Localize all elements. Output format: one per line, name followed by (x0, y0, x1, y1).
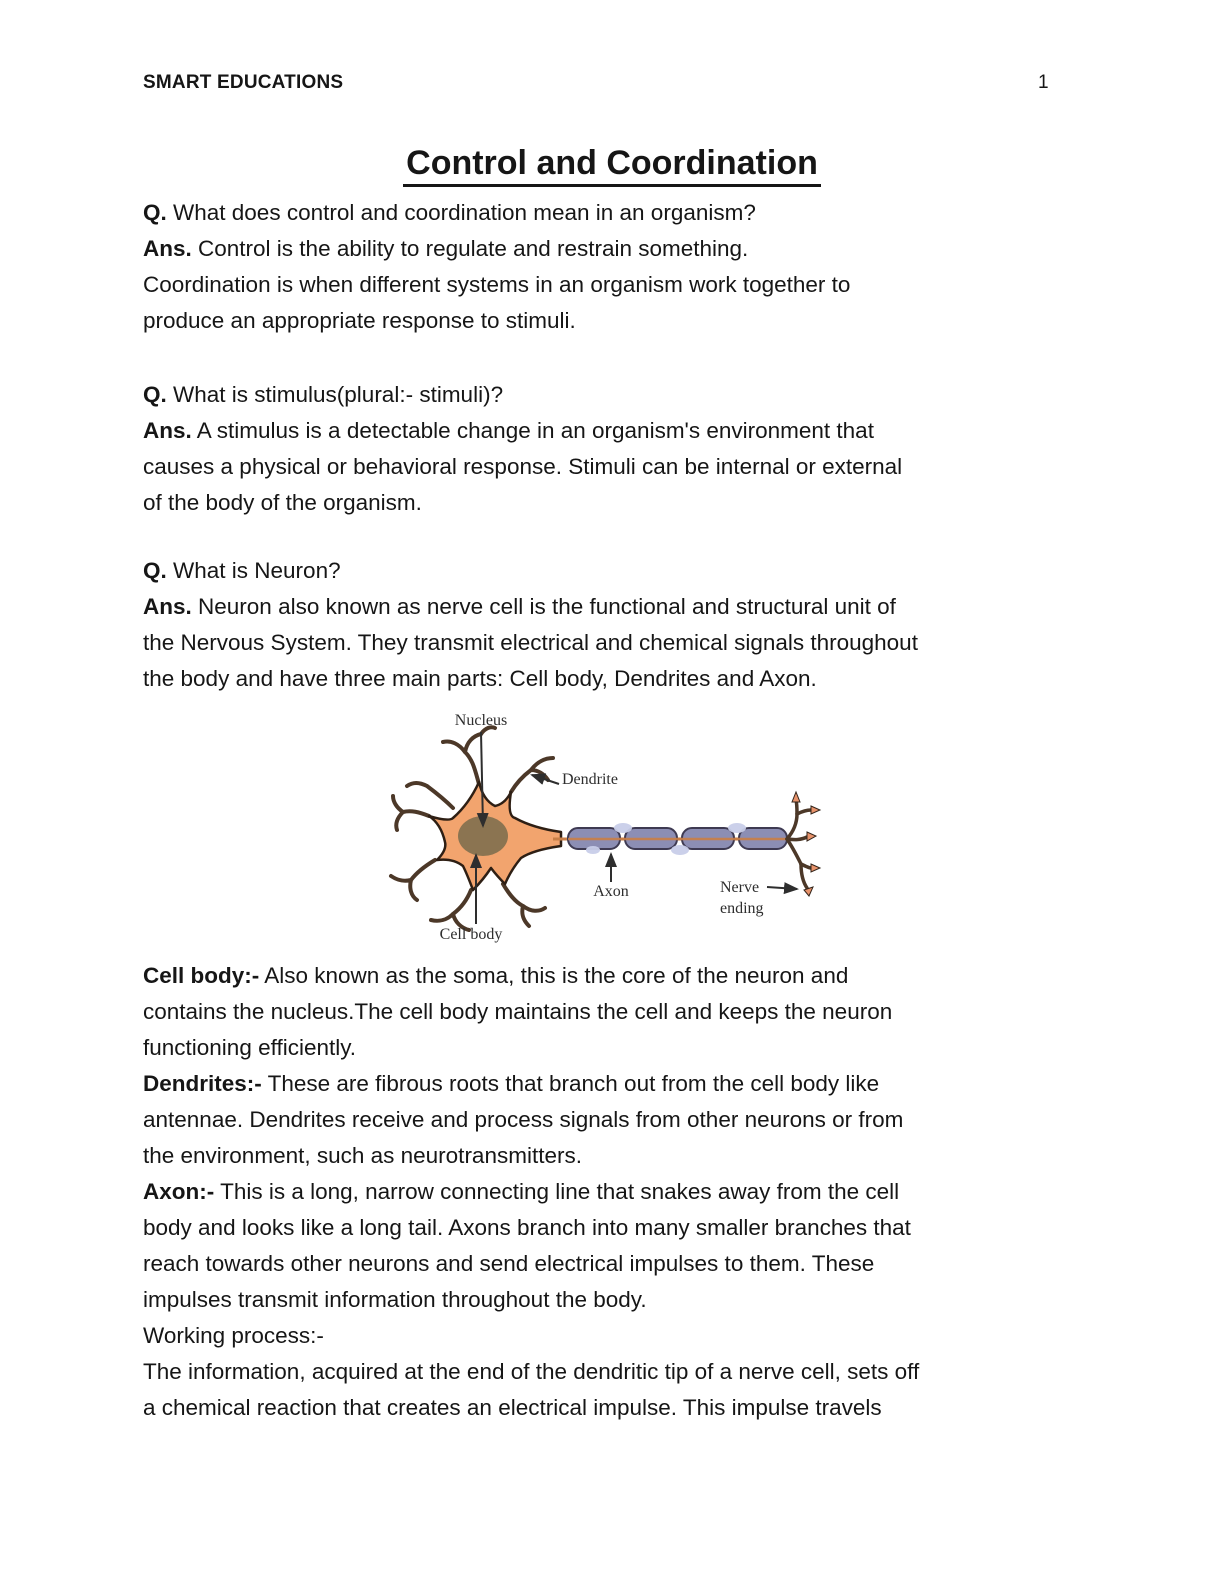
diagram-label-dendrite: Dendrite (562, 771, 618, 788)
text-line: the Nervous System. They transmit electrical and chemical signals throughout (143, 630, 918, 655)
qa-block-neuron (143, 553, 918, 697)
text-line: Cell body:- Also known as the soma, this is the core of the neuron and (143, 963, 849, 988)
diagram-label-cell-body: Cell body (439, 926, 503, 943)
text-line: reach towards other neurons and send electrical impulses to them. These (143, 1251, 875, 1276)
text-line: Axon:- This is a long, narrow connecting line that snakes away from the cell (143, 1179, 900, 1204)
text-line: The information, acquired at the end of the dendritic tip of a nerve cell, sets off (143, 1359, 920, 1384)
neuron-definitions-block (143, 958, 919, 1426)
text-line: Q. What is Neuron? (143, 558, 341, 583)
diagram-label-nerve-ending-line2: ending (720, 900, 764, 917)
title-row (0, 144, 1224, 187)
text-line: the environment, such as neurotransmitters. (143, 1143, 582, 1168)
text-line: contains the nucleus.The cell body maintains the cell and keeps the neuron (143, 999, 893, 1024)
text-line: the body and have three main parts: Cell body, Dendrites and Axon. (143, 666, 817, 691)
text-line: Dendrites:- These are fibrous roots that branch out from the cell body like (143, 1071, 880, 1096)
text-line: Q. What does control and coordination mean in an organism? (143, 200, 756, 225)
text-line: produce an appropriate response to stimuli. (143, 308, 576, 333)
text-line: Ans. A stimulus is a detectable change in an organism's environment that (143, 418, 874, 443)
page-number: 1 (1038, 72, 1049, 93)
text-line: antennae. Dendrites receive and process signals from other neurons or from (143, 1107, 904, 1132)
header-brand: SMART EDUCATIONS (143, 72, 344, 93)
diagram-label-axon: Axon (593, 883, 629, 900)
diagram-label-nucleus: Nucleus (454, 712, 508, 729)
text-line: of the body of the organism. (143, 490, 422, 515)
qa-block-control-coordination (143, 195, 850, 339)
text-line: Ans. Control is the ability to regulate and restrain something. (143, 236, 749, 261)
qa-block-stimulus (143, 377, 902, 521)
text-line: Ans. Neuron also known as nerve cell is the functional and structural unit of (143, 594, 896, 619)
nerve-ending-shape (787, 792, 820, 896)
page-title: Control and Coordination (403, 144, 821, 187)
text-line: functioning efficiently. (143, 1035, 357, 1060)
text-line: a chemical reaction that creates an electrical impulse. This impulse travels (143, 1395, 882, 1420)
text-line: Q. What is stimulus(plural:- stimuli)? (143, 382, 504, 407)
text-line: Coordination is when different systems in an organism work together to (143, 272, 851, 297)
axon-shape (553, 823, 788, 855)
neuron-diagram (383, 700, 853, 950)
text-line: impulses transmit information throughout the body. (143, 1287, 647, 1312)
diagram-label-nerve-ending-line1: Nerve (720, 879, 760, 896)
text-line: body and looks like a long tail. Axons branch into many smaller branches that (143, 1215, 911, 1240)
text-line: causes a physical or behavioral response. Stimuli can be internal or external (143, 454, 903, 479)
text-line: Working process:- (143, 1323, 324, 1348)
